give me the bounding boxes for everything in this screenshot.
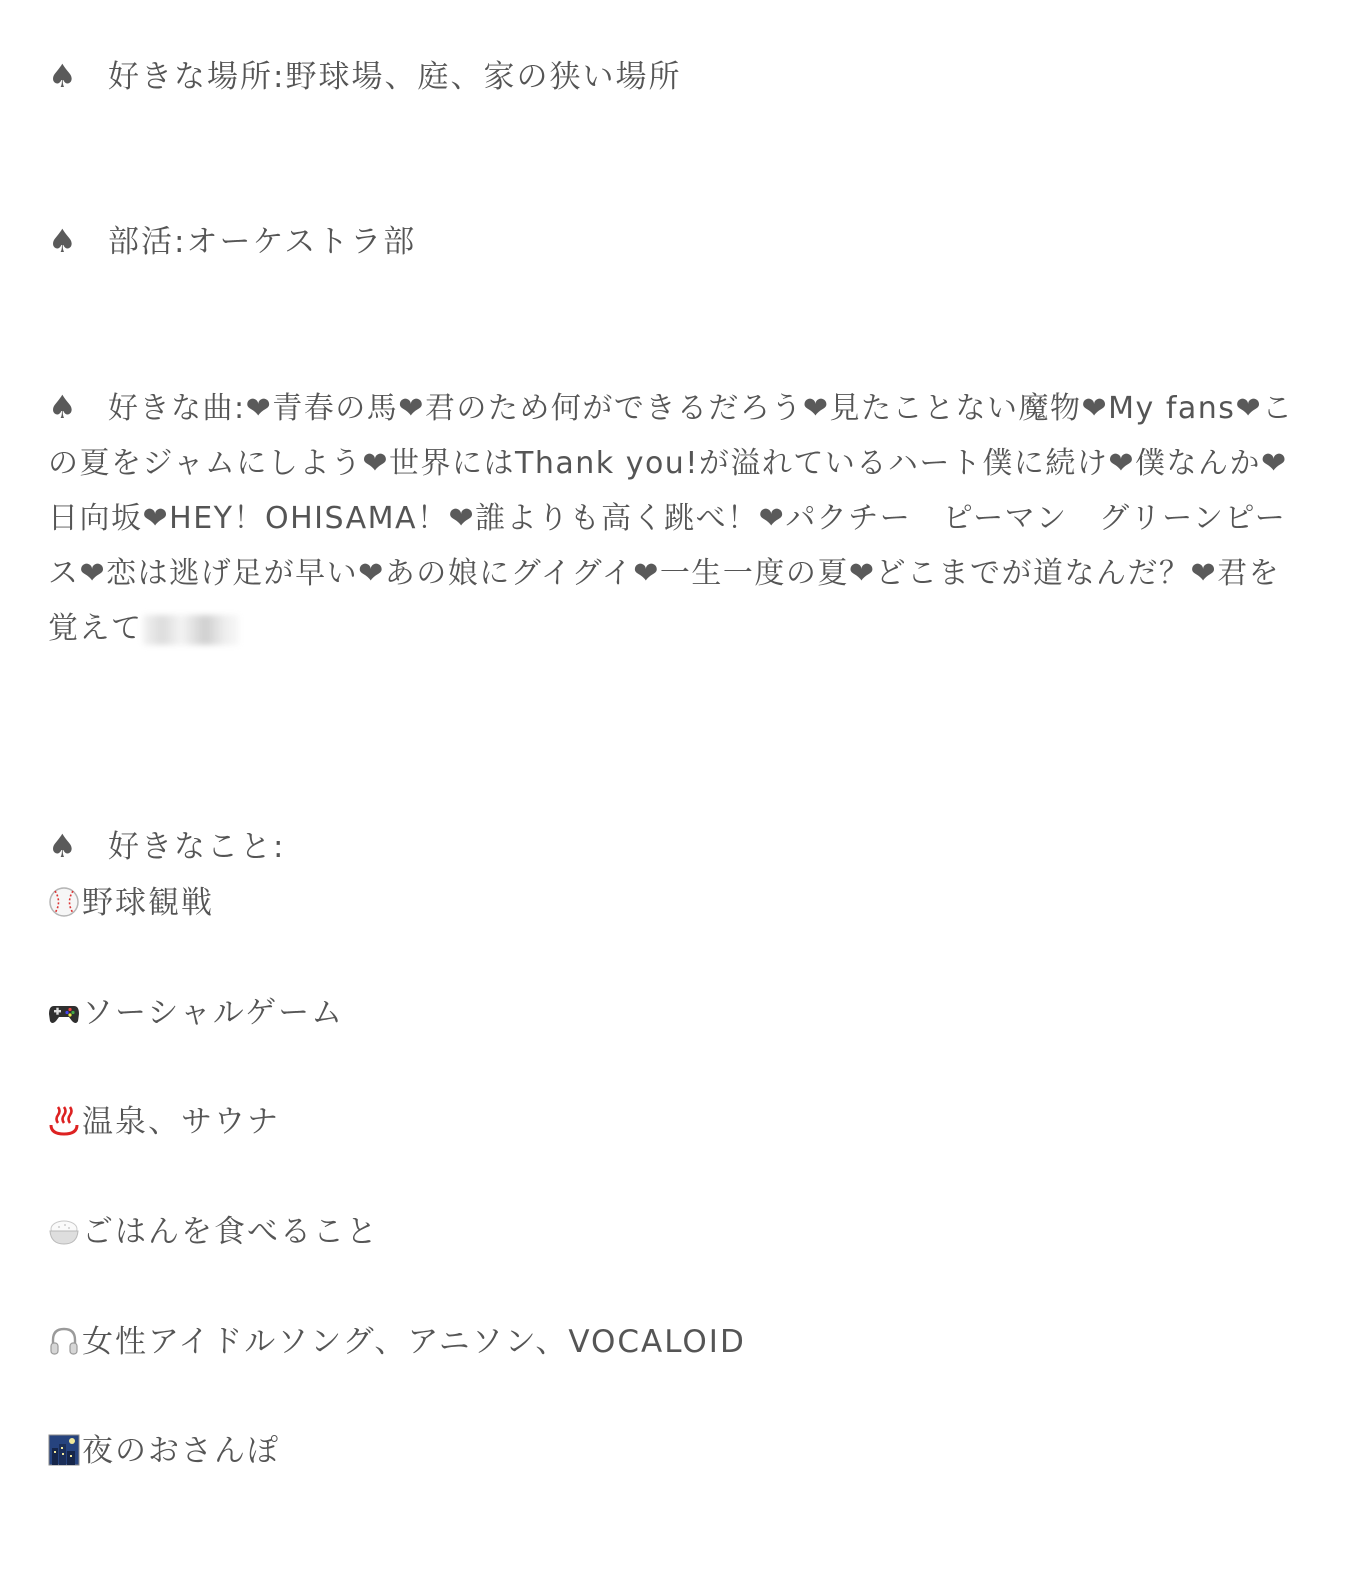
- songs-label: 好きな曲:: [108, 391, 246, 426]
- favorite-songs-paragraph: [48, 380, 1310, 656]
- spade-bullet-icon: ♠: [48, 57, 79, 95]
- song-title: 世界にはThank you!が溢れているハート僕に続け: [389, 446, 1109, 481]
- song-title: 日向坂: [48, 501, 143, 536]
- like-item-text: 夜のおさんぽ: [82, 1433, 280, 1469]
- favorite-places-text: 好きな場所:野球場、庭、家の狭い場所: [108, 59, 682, 95]
- heart-icon: ❤: [848, 556, 876, 591]
- song-title: この夏をジャムにしよう: [48, 391, 1294, 481]
- heart-icon: ❤: [1260, 446, 1288, 481]
- headphones-icon: [48, 1325, 80, 1357]
- heart-icon: ❤: [1108, 446, 1135, 481]
- heart-icon: ❤: [1190, 556, 1218, 591]
- like-item: [48, 883, 214, 923]
- heart-icon: ❤: [79, 556, 107, 591]
- like-item: [48, 1322, 746, 1362]
- heart-icon: ❤: [802, 391, 830, 426]
- song-title: 君を覚えて: [48, 556, 1281, 646]
- heart-icon: ❤: [362, 446, 390, 481]
- night-city-icon: [48, 1434, 80, 1466]
- heart-icon: ❤: [245, 391, 273, 426]
- favorite-places-line: [48, 48, 681, 105]
- spade-bullet-icon: ♠: [48, 388, 79, 426]
- song-title: どこまでが道なんだ？: [875, 556, 1191, 591]
- song-title: 恋は逃げ足が早い: [106, 556, 359, 591]
- song-title: 誰よりも高く跳べ！: [475, 501, 759, 536]
- heart-icon: ❤: [1081, 391, 1109, 426]
- like-item: [48, 1431, 280, 1471]
- like-item: [48, 1102, 280, 1142]
- likes-label: 好きなこと:: [108, 829, 286, 865]
- heart-icon: ❤: [1235, 391, 1263, 426]
- like-item: [48, 993, 344, 1033]
- heart-icon: ❤: [758, 501, 786, 536]
- heart-icon: ❤: [448, 501, 476, 536]
- blurred-redaction: [143, 615, 239, 645]
- baseball-icon: [48, 886, 80, 918]
- song-title: あの娘にグイグイ: [384, 556, 634, 591]
- like-item-text: 温泉、サウナ: [82, 1104, 280, 1140]
- heart-icon: ❤: [358, 556, 385, 591]
- heart-icon: ❤: [142, 501, 170, 536]
- song-title: パクチー ピーマン グリーンピース: [48, 501, 1287, 591]
- like-item-text: ごはんを食べること: [82, 1214, 379, 1250]
- heart-icon: ❤: [633, 556, 660, 591]
- club-line: [48, 213, 416, 270]
- like-item: [48, 1212, 379, 1252]
- rice-bowl-icon: [48, 1215, 80, 1247]
- song-title: 青春の馬: [272, 391, 399, 426]
- song-title: 君のため何ができるだろう: [424, 391, 803, 426]
- like-item-text: ソーシャルゲーム: [82, 995, 345, 1031]
- song-title: My fans: [1108, 391, 1236, 426]
- heart-icon: ❤: [398, 391, 425, 426]
- hot-springs-icon: [48, 1105, 80, 1137]
- game-controller-icon: [48, 996, 80, 1028]
- spade-bullet-icon: ♠: [48, 222, 79, 260]
- spade-bullet-icon: ♠: [48, 827, 79, 865]
- like-item-text: 野球観戦: [82, 885, 214, 921]
- song-title: HEY！OHISAMA！: [169, 501, 449, 536]
- club-text: 部活:オーケストラ部: [108, 224, 417, 260]
- song-title: 僕なんか: [1134, 446, 1261, 481]
- song-title: 見たことない魔物: [829, 391, 1082, 426]
- like-item-text: 女性アイドルソング、アニソン、VOCALOID: [82, 1324, 746, 1360]
- song-title: 一生一度の夏: [659, 556, 849, 591]
- likes-heading-line: [48, 818, 285, 875]
